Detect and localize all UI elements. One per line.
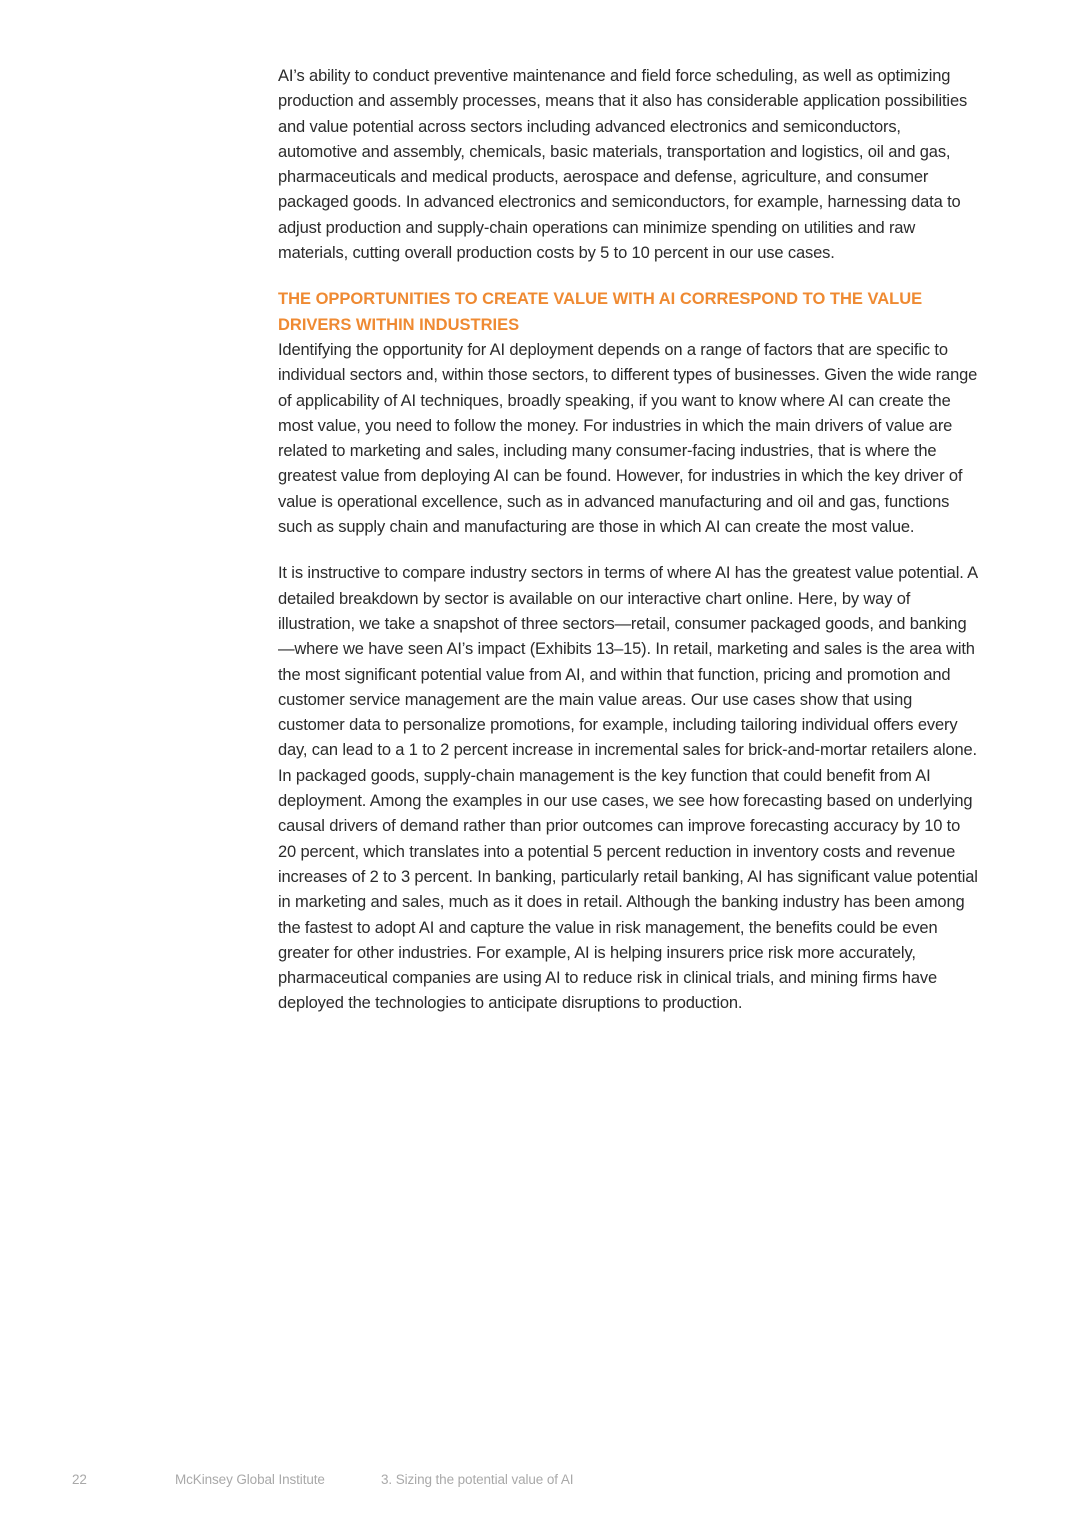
section-paragraph-1: Identifying the opportunity for AI deployment depends on a range of factors that are specific to individual sectors and, within those sectors, to different types of businesses. Given the wide range of applicability of AI techniques, broadly speaking, if you want to know where AI can create the most value, you need to follow the money. For industries in which the main drivers of value are related to marketing and sales, including many consumer-facing industries, that is where the greatest value from deploying AI can be found. However, for industries in which the key driver of value is operational excellence, such as in advanced manufacturing and oil and gas, functions such as supply chain and manufacturing are those in which AI can create the most value. [278, 340, 978, 537]
section-heading: THE OPPORTUNITIES TO CREATE VALUE WITH AI CORRESPOND TO THE VALUE DRIVERS WITHIN INDUSTRIES [278, 290, 923, 334]
footer-chapter-title: 3. Sizing the potential value of AI [381, 1472, 574, 1487]
page-number: 22 [72, 1472, 87, 1487]
footer-publisher: McKinsey Global Institute [175, 1472, 325, 1487]
section-paragraph-2: It is instructive to compare industry sectors in terms of where AI has the greatest value potential. A detailed breakdown by sector is available on our interactive chart online. Here, by way of illustration, we take a snapshot of three sectors—retail, consumer packaged goods, and banking—where we have seen AI’s impact (Exhibits 13–15). In retail, marketing and sales is the area with the most significant potential value from AI, and within that function, pricing and promotion and customer service management are the main value areas. Our use cases show that using customer data to personalize promotions, for example, including tailoring individual offers every day, can lead to a 1 to 2 percent increase in incremental sales for brick-and-mortar retailers alone. In packaged goods, supply-chain management is the key function that could benefit from AI deployment. Among the examples in our use cases, we see how forecasting based on underlying causal drivers of demand rather than prior outcomes can improve forecasting accuracy by 10 to 20 percent, which translates into a potential 5 percent reduction in inventory costs and revenue increases of 2 to 3 percent. In banking, particularly retail banking, AI has significant value potential in marketing and sales, much as it does in retail. Although the banking industry has been among the fastest to adopt AI and capture the value in risk management, the benefits could be even greater for other industries. For example, AI is helping insurers price risk more accurately, pharmaceutical companies are using AI to reduce risk in clinical trials, and mining firms have deployed the technologies to anticipate disruptions to production. [278, 564, 978, 1013]
intro-paragraph: AI’s ability to conduct preventive maintenance and field force scheduling, as well as optimizing production and assembly processes, means that it also has considerable application possibilities and value potential across sectors including advanced electronics and semiconductors, automotive and assembly, chemicals, basic materials, transportation and logistics, oil and gas, pharmaceuticals and medical products, aerospace and defense, agriculture, and consumer packaged goods. In advanced electronics and semiconductors, for example, harnessing data to adjust production and supply-chain operations can minimize spending on utilities and raw materials, cutting overall production costs by 5 to 10 percent in our use cases. [278, 67, 968, 263]
body-column [278, 64, 978, 1017]
page-footer [0, 1472, 1080, 1492]
